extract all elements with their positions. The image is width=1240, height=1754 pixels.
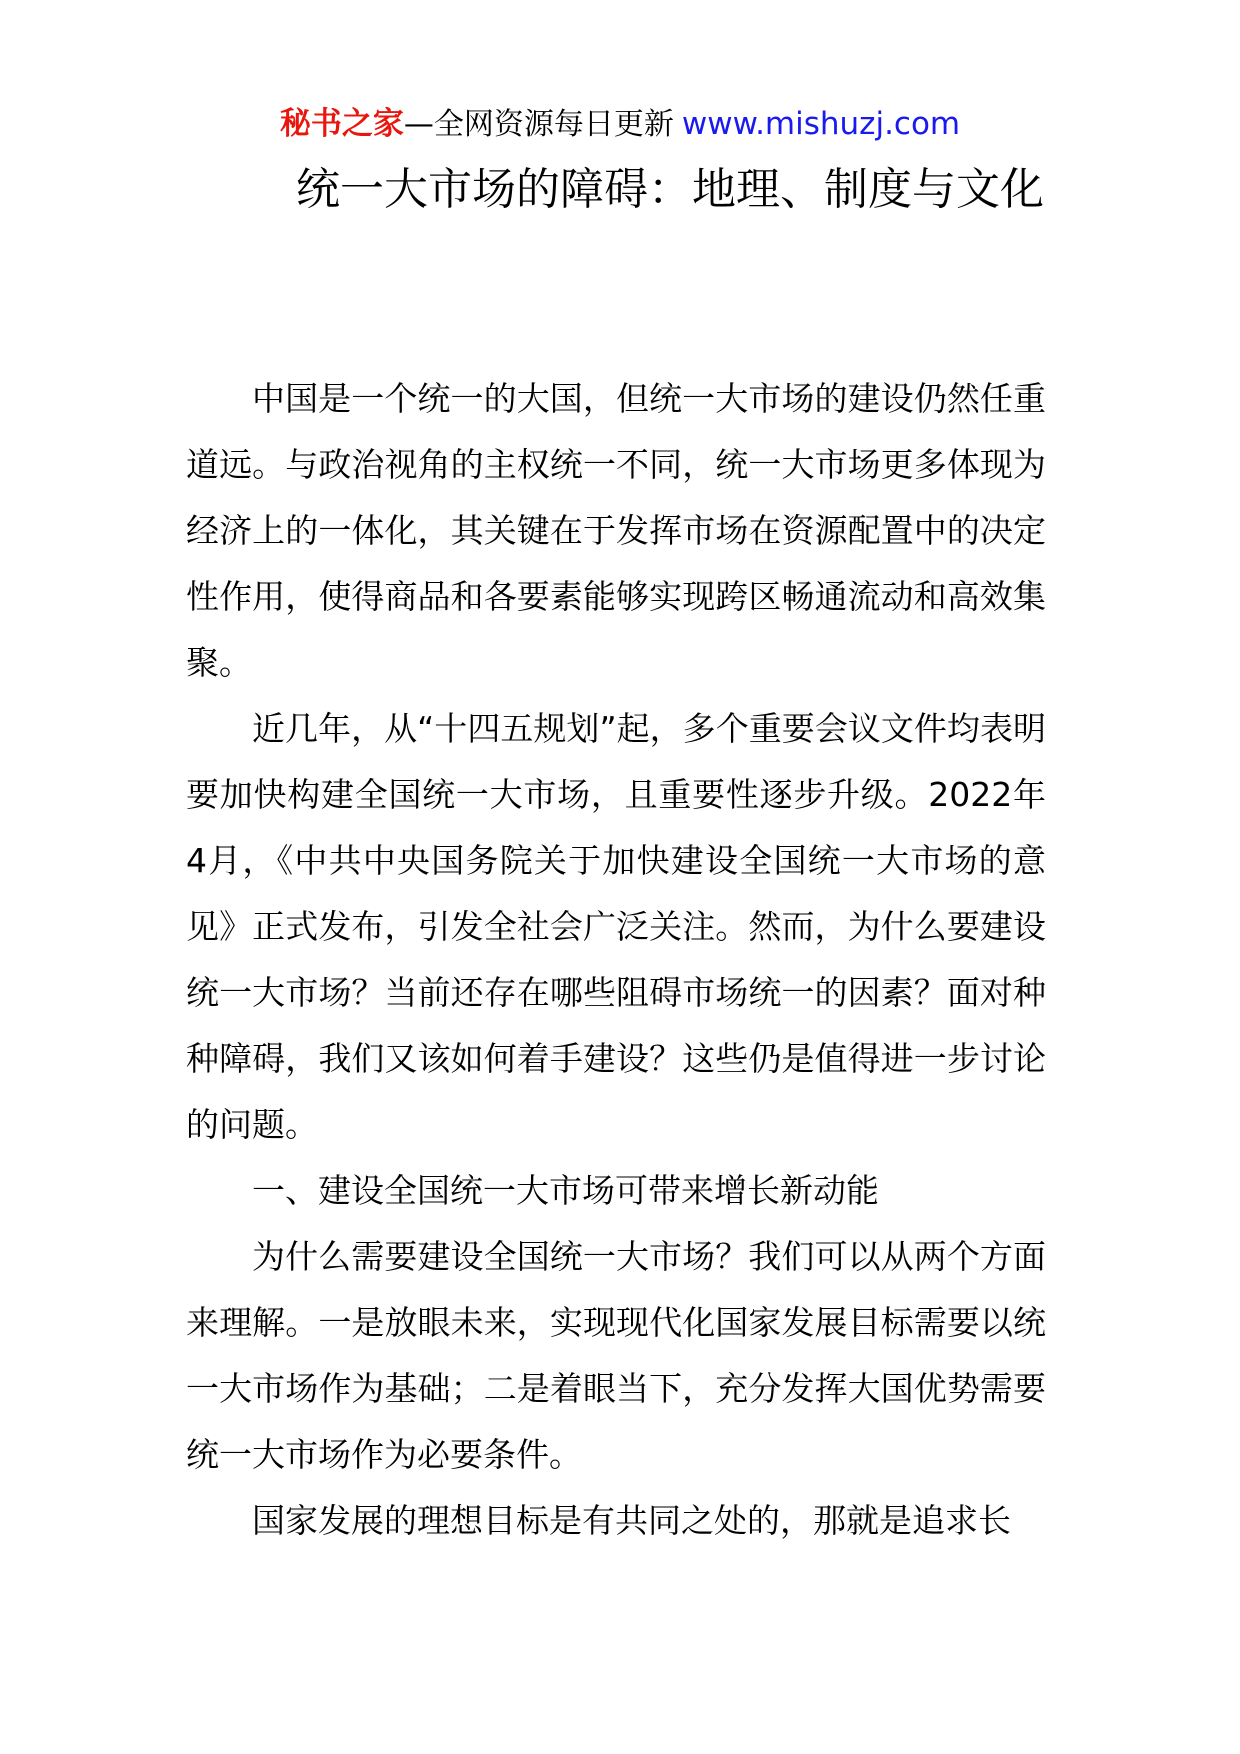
site-slogan: —全网资源每日更新 [403,107,674,142]
section-heading: 一、建设全国统一大市场可带来增长新动能 [252,1171,879,1210]
document-title: 统一大市场的障碍：地理、制度与文化 [296,164,1044,215]
paragraph-goals: 国家发展的理想目标是有共同之处的，那就是追求长 [252,1501,1011,1540]
paragraph-background: 近几年，从“十四五规划”起，多个重要会议文件均表明要加快构建全国统一大市场，且重要性逐步升级。2022年4月，《中共中央国务院关于加快建设全国统一大市场的意见》正式发布，引发全社会广泛关注。然而，为什么要建设统一大市场？当前还存在哪些阻碍市场统一的因素？面对种种障碍，我们又该如何着手建设？这些仍是值得进一步讨论的问题。 [186,709,1046,1144]
site-url-link[interactable]: www.mishuzj.com [681,106,961,142]
paragraph-reasons: 为什么需要建设全国统一大市场？我们可以从两个方面来理解。一是放眼未来，实现现代化国家发展目标需要以统一大市场作为基础；二是着眼当下，充分发挥大国优势需要统一大市场作为必要条件。 [186,1237,1046,1474]
site-brand: 秘书之家 [279,106,404,142]
paragraph-intro: 中国是一个统一的大国，但统一大市场的建设仍然任重道远。与政治视角的主权统一不同，统一大市场更多体现为经济上的一体化，其关键在于发挥市场在资源配置中的决定性作用，使得商品和各要素能够实现跨区畅通流动和高效集聚。 [186,379,1046,682]
document-body [186,366,1046,1554]
site-header [0,100,1240,149]
